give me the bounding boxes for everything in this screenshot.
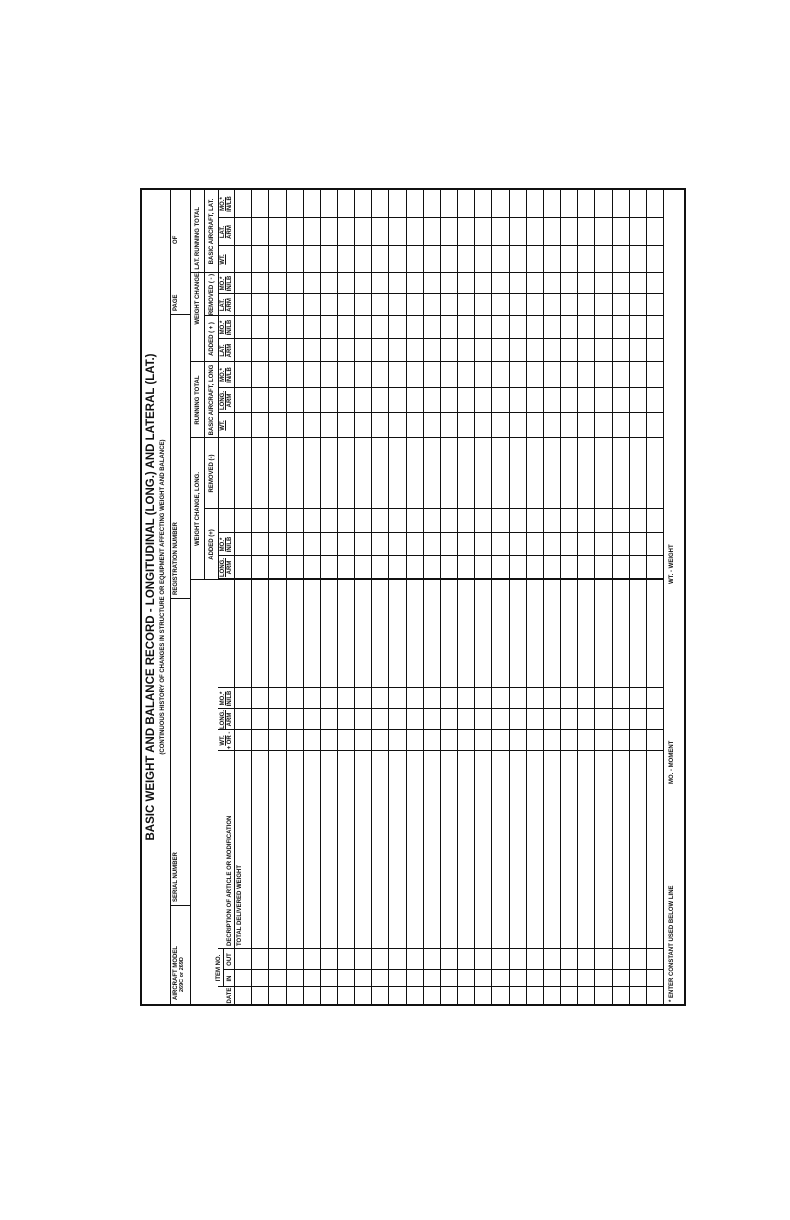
table-row <box>286 190 287 1004</box>
item-no-label: ITEM NO. <box>216 954 222 982</box>
of-label: OF <box>173 235 179 244</box>
col-inlb: IN/LB <box>227 536 233 553</box>
title-divider <box>170 190 171 1004</box>
table-row <box>388 190 389 1004</box>
column-line <box>218 412 663 413</box>
registration-number-label: REGISTRATION NUMBER <box>173 522 179 595</box>
col-arm: ARM <box>227 393 233 408</box>
table-row <box>594 190 595 1004</box>
table-row <box>612 190 613 1004</box>
table-row <box>371 190 372 1004</box>
footer-mo-legend: MO. - MOMENT <box>669 740 675 784</box>
running-total-lat-label: RUNNING TOTAL <box>195 206 201 257</box>
removed-long-label: REMOVED (-) <box>209 454 215 493</box>
removed-lat-label: REMOVED ( - ) <box>209 273 215 316</box>
column-line <box>190 437 663 438</box>
col-plus-minus: + OR - <box>227 731 233 750</box>
col-in: IN <box>227 975 233 982</box>
serial-number-label: SERIAL NUMBER <box>173 852 179 902</box>
col-mo-added: MO.* <box>220 691 226 706</box>
column-line <box>204 508 663 509</box>
table-row <box>423 190 424 1004</box>
table-row <box>354 190 355 1004</box>
column-line <box>218 555 663 556</box>
col-description: DECRIPTION OF ARTICLE OR MODIFICATION <box>227 815 233 946</box>
header-bottom-line <box>234 190 235 1004</box>
column-line <box>218 948 663 949</box>
header-line <box>190 190 191 1004</box>
column-line <box>190 579 663 580</box>
column-line <box>218 729 663 730</box>
col-mo-running-long: MO.* <box>220 368 226 382</box>
table-row <box>474 190 475 1004</box>
rotated-form-sheet <box>142 190 684 1004</box>
info-divider <box>170 905 190 906</box>
col-inlb: IN/LB <box>227 275 233 292</box>
table-row <box>406 190 407 1004</box>
table-row <box>577 190 578 1004</box>
col-lat-added: LAT. <box>220 344 226 357</box>
table-row <box>440 190 441 1004</box>
page-label: PAGE <box>173 294 179 311</box>
table-row <box>251 190 252 1004</box>
aircraft-model-label: AIRCRAFT MODEL <box>173 946 179 1000</box>
added-lat-label: ADDED ( + ) <box>209 322 215 356</box>
column-line <box>218 338 663 339</box>
column-line <box>218 986 663 987</box>
info-divider <box>170 598 190 599</box>
header-line <box>218 190 219 580</box>
item-no-underline <box>223 949 224 987</box>
basic-aircraft-long-label: BASIC AIRCRAFT, LONG <box>209 364 215 436</box>
table-row <box>268 190 269 1004</box>
col-inlb: IN/LB <box>227 690 233 707</box>
table-row <box>526 190 527 1004</box>
added-long-label: ADDED (+) <box>209 529 215 560</box>
table-row <box>509 190 510 1004</box>
col-out: OUT <box>227 953 233 966</box>
column-line <box>218 578 663 579</box>
col-mo-running-lat: MO.* <box>220 197 226 211</box>
table-row <box>629 190 630 1004</box>
table-row <box>457 190 458 1004</box>
col-inlb: IN/LB <box>227 196 233 212</box>
column-line <box>190 272 663 273</box>
column-line <box>218 687 663 688</box>
total-delivered-weight: TOTAL DELIVERED WEIGHT <box>237 864 243 946</box>
col-mo-lat-added: MO.* <box>220 320 226 335</box>
footer-line <box>663 190 664 1004</box>
col-arm: ARM <box>227 712 233 727</box>
footer-wt-legend: WT. - WEIGHT <box>669 544 675 584</box>
column-line <box>218 750 663 751</box>
column-line <box>218 217 663 218</box>
col-wt-long: WT. <box>220 735 226 746</box>
col-wt-running-lat: WT. <box>220 254 226 265</box>
col-inlb: IN/LB <box>227 319 233 336</box>
col-date: DATE <box>227 987 233 1004</box>
col-long-arm-added: LONG. <box>220 710 226 729</box>
column-line <box>218 708 663 709</box>
col-arm: ARM <box>227 560 233 575</box>
column-line <box>223 969 663 970</box>
footer-note: * ENTER CONSTANT USED BELOW LINE <box>669 885 675 1002</box>
column-line <box>218 532 663 533</box>
table-row <box>543 190 544 1004</box>
col-mo-removed: MO.* <box>220 537 226 552</box>
table-row <box>320 190 321 1004</box>
table-row <box>303 190 304 1004</box>
col-inlb: IN/LB <box>227 367 233 383</box>
table-row <box>646 190 647 1004</box>
table-row <box>337 190 338 1004</box>
weight-change-lat-label: WEIGHT CHANGE, LAT. <box>195 257 201 325</box>
col-wt-running-long: WT. <box>220 420 226 431</box>
column-line <box>218 387 663 388</box>
aircraft-model-value: 269C or 269D <box>179 957 185 992</box>
col-long-arm-removed: LONG. <box>220 558 226 577</box>
col-arm: ARM <box>227 298 233 312</box>
col-lat-removed: LAT. <box>220 298 226 312</box>
form-subtitle: (CONTINUOUS HISTORY OF CHANGES IN STRUCTURE OR EQUIPMENT AFFECTING WEIGHT AND BALANCE) <box>160 439 166 755</box>
column-line <box>204 315 663 316</box>
basic-aircraft-lat-label: BASIC AIRCRAFT, LAT. <box>209 198 215 265</box>
col-arm: ARM <box>227 343 233 358</box>
header-line <box>204 190 205 580</box>
weight-change-long-label: WEIGHT CHANGE, LONG. <box>195 472 201 546</box>
col-lat-running: LAT. <box>220 225 226 239</box>
info-divider <box>170 314 190 315</box>
col-mo-lat-removed: MO.* <box>220 276 226 291</box>
col-long-arm-running: LONG. <box>220 391 226 410</box>
form-title: BASIC WEIGHT AND BALANCE RECORD - LONGITUDINAL (LONG.) AND LATERAL (LAT.) <box>145 353 157 841</box>
column-line <box>190 361 663 362</box>
col-arm: ARM <box>227 225 233 239</box>
column-line <box>218 245 663 246</box>
weight-balance-form <box>140 188 686 1006</box>
table-row <box>560 190 561 1004</box>
column-line <box>218 293 663 294</box>
running-total-long-label: RUNNING TOTAL <box>195 375 201 425</box>
table-row <box>491 190 492 1004</box>
